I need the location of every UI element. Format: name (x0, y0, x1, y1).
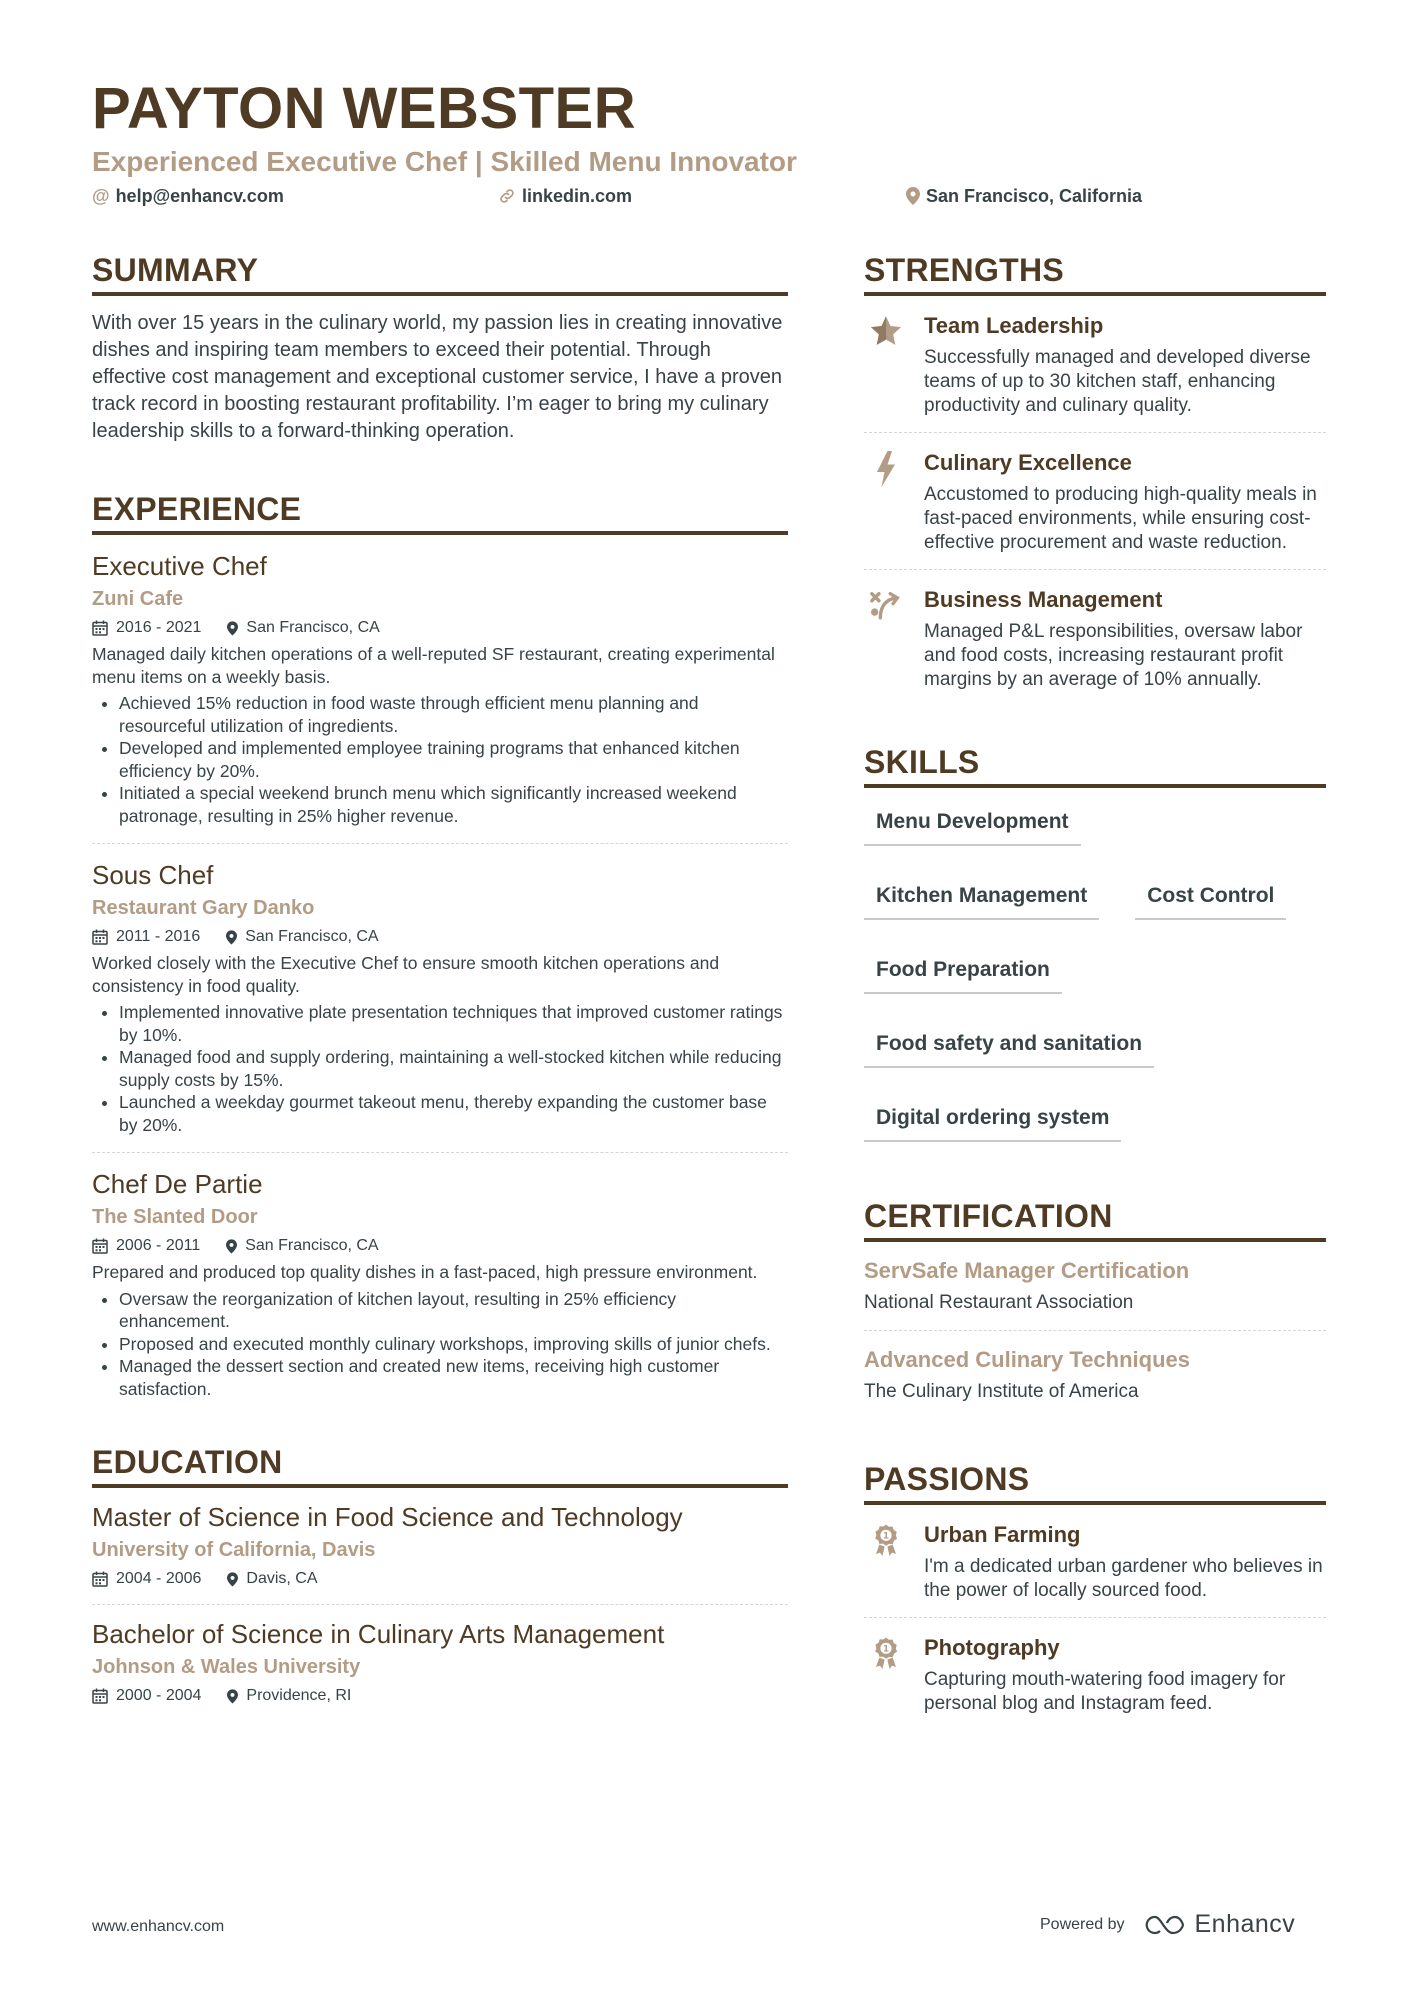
achievement-item: • Proposed and executed monthly culinary workshops, improving skills of junior chefs. (119, 1333, 788, 1356)
location-pin-icon (227, 1689, 238, 1704)
certification-name: ServSafe Manager Certification (864, 1258, 1190, 1283)
job-title: Executive Chef (92, 551, 267, 581)
strength-description: Managed P&L responsibilities, oversaw labor and food costs, increasing restaurant profit margins by an average of 10% annually. (924, 621, 1303, 690)
calendar-icon (92, 929, 108, 945)
footer-website[interactable]: www.enhancv.com (92, 1918, 225, 1935)
svg-text:1: 1 (882, 1644, 890, 1655)
strength-body (924, 586, 1326, 692)
passion-description: Capturing mouth-watering food imagery for personal blog and Instagram feed. (924, 1669, 1286, 1714)
strength-title: Culinary Excellence (924, 450, 1132, 475)
strengths-section (864, 250, 1326, 706)
education-section (92, 1442, 788, 1721)
job-location-text: San Francisco, CA (245, 928, 379, 945)
certification-item (864, 1242, 1326, 1331)
candidate-name: PAYTON WEBSTER (92, 76, 637, 141)
linkedin-text: linkedin.com (522, 186, 633, 206)
job-meta (92, 617, 788, 639)
job-achievements (92, 1001, 788, 1136)
job-location (227, 617, 379, 639)
passion-body (924, 1634, 1326, 1716)
location-text: San Francisco, California (926, 186, 1143, 206)
location-pin-icon (227, 1572, 238, 1587)
job-location-text: San Francisco, CA (246, 619, 380, 636)
passion-title: Urban Farming (924, 1522, 1081, 1547)
candidate-subtitle: Experienced Executive Chef | Skilled Menu Innovator (92, 146, 797, 177)
strength-body (924, 312, 1326, 418)
summary-section (92, 250, 788, 445)
certification-name: Advanced Culinary Techniques (864, 1347, 1191, 1372)
passion-title: Photography (924, 1635, 1060, 1660)
job-location-text: San Francisco, CA (245, 1237, 379, 1254)
education-dates-text: 2000 - 2004 (116, 1687, 202, 1704)
strength-title: Team Leadership (924, 313, 1104, 338)
job-achievements (92, 692, 788, 827)
job-location (226, 1235, 378, 1257)
strength-title: Business Management (924, 587, 1163, 612)
experience-entry (92, 535, 788, 844)
certification-issuer: The Culinary Institute of America (864, 1381, 1139, 1402)
education-location (227, 1685, 351, 1707)
education-meta (92, 1568, 788, 1590)
passions-title: PASSIONS (864, 1459, 1326, 1505)
certification-item (864, 1331, 1326, 1419)
strength-description: Accustomed to producing high-quality meals in fast-paced environments, while ensuring cost-effective procurement and waste reduction. (924, 484, 1317, 553)
education-title: EDUCATION (92, 1442, 788, 1488)
job-location (226, 926, 378, 948)
education-dates (92, 1568, 201, 1590)
right-column (864, 250, 1326, 1730)
education-entry (92, 1605, 788, 1721)
brand-name: Enhancv (1194, 1910, 1296, 1938)
lightning-icon (864, 449, 908, 555)
experience-section (92, 489, 788, 1416)
job-meta (92, 1235, 788, 1257)
achievement-item: • Achieved 15% reduction in food waste through efficient menu planning and resourceful utilization of ingredients. (119, 692, 788, 737)
degree-title: Master of Science in Food Science and Technology (92, 1502, 683, 1532)
job-achievements (92, 1288, 788, 1401)
calendar-icon (92, 1571, 108, 1587)
skill-tag: Food safety and sanitation (864, 1030, 1154, 1068)
award-medal-icon (864, 1521, 908, 1603)
achievement-item: • Launched a weekday gourmet takeout menu, thereby expanding the customer base by 20%. (119, 1091, 788, 1136)
strength-item (864, 296, 1326, 433)
certification-section (864, 1196, 1326, 1419)
skills-list (864, 788, 1326, 1148)
education-dates-text: 2004 - 2006 (116, 1570, 202, 1587)
calendar-icon (92, 1238, 108, 1254)
award-medal-icon (864, 1634, 908, 1716)
svg-text:1: 1 (882, 1531, 890, 1542)
education-dates (92, 1685, 201, 1707)
job-meta (92, 926, 788, 948)
job-dates-text: 2006 - 2011 (116, 1237, 201, 1254)
contact-location (906, 184, 1142, 208)
employer-name: Restaurant Gary Danko (92, 897, 315, 919)
contact-linkedin[interactable] (498, 184, 632, 208)
calendar-icon (92, 620, 108, 636)
degree-title: Bachelor of Science in Culinary Arts Management (92, 1619, 665, 1649)
job-title: Sous Chef (92, 860, 214, 890)
job-dates (92, 617, 201, 639)
education-meta (92, 1685, 788, 1707)
strength-description: Successfully managed and developed diverse teams of up to 30 kitchen staff, enhancing productivity and culinary quality. (924, 347, 1311, 416)
enhancv-logo-icon (1141, 1913, 1187, 1937)
location-pin-icon (226, 1239, 237, 1254)
job-description: Managed daily kitchen operations of a well-reputed SF restaurant, creating experimental menu items on a weekly basis. (92, 644, 775, 687)
summary-text: With over 15 years in the culinary world, my passion lies in creating innovative dishes and inspiring team members to exceed their potential. Through effective cost management and exceptional customer service, I have a proven track record in boosting restaurant profitability. I’m eager to bring my culinary leadership skills to a forward-thinking operation. (92, 312, 783, 442)
passion-body (924, 1521, 1326, 1603)
at-icon: @ (92, 186, 110, 206)
job-dates-text: 2011 - 2016 (116, 928, 201, 945)
skill-tag: Food Preparation (864, 956, 1062, 994)
job-description: Prepared and produced top quality dishes in a fast-paced, high pressure environment. (92, 1262, 758, 1282)
skill-tag: Cost Control (1135, 882, 1286, 920)
passions-section (864, 1459, 1326, 1730)
school-name: University of California, Davis (92, 1539, 376, 1561)
job-description: Worked closely with the Executive Chef to ensure smooth kitchen operations and consistency in food quality. (92, 953, 720, 996)
passion-description: I'm a dedicated urban gardener who believes in the power of locally sourced food. (924, 1556, 1323, 1601)
job-dates (92, 1235, 200, 1257)
experience-entry (92, 844, 788, 1153)
job-dates-text: 2016 - 2021 (116, 619, 202, 636)
achievement-item: • Implemented innovative plate presentation techniques that improved customer ratings by 10%. (119, 1001, 788, 1046)
achievement-item: • Developed and implemented employee training programs that enhanced kitchen efficiency by 20%. (119, 737, 788, 782)
education-entry (92, 1488, 788, 1605)
job-title: Chef De Partie (92, 1169, 263, 1199)
powered-by-label: Powered by (1040, 1915, 1125, 1933)
brand-logo[interactable] (1141, 1910, 1296, 1939)
location-pin-icon (227, 621, 238, 636)
summary-title: SUMMARY (92, 250, 788, 296)
contact-email[interactable] (92, 184, 284, 208)
link-icon (498, 187, 516, 205)
passion-item (864, 1618, 1326, 1730)
achievement-item: • Managed food and supply ordering, maintaining a well-stocked kitchen while reducing supply costs by 15%. (119, 1046, 788, 1091)
strengths-title: STRENGTHS (864, 250, 1326, 296)
experience-entry (92, 1153, 788, 1416)
employer-name: Zuni Cafe (92, 588, 184, 610)
left-column (92, 250, 788, 1721)
skill-tag: Kitchen Management (864, 882, 1099, 920)
skill-tag: Menu Development (864, 808, 1081, 846)
email-text: help@enhancv.com (115, 186, 284, 206)
star-icon (864, 312, 908, 418)
achievement-item: • Managed the dessert section and created new items, receiving high customer satisfaction. (119, 1355, 788, 1400)
achievement-item: • Initiated a special weekend brunch menu which significantly increased weekend patronage, resulting in 25% higher revenue. (119, 782, 788, 827)
achievement-item: • Oversaw the reorganization of kitchen layout, resulting in 25% efficiency enhancement. (119, 1288, 788, 1333)
experience-title: EXPERIENCE (92, 489, 788, 535)
footer-branding (1040, 1910, 1295, 1939)
strength-item (864, 570, 1326, 706)
skill-tag: Digital ordering system (864, 1104, 1121, 1142)
location-pin-icon (906, 187, 920, 205)
passion-item (864, 1505, 1326, 1618)
job-dates (92, 926, 200, 948)
employer-name: The Slanted Door (92, 1206, 258, 1228)
location-pin-icon (226, 930, 237, 945)
skills-title: SKILLS (864, 742, 1326, 788)
certification-title: CERTIFICATION (864, 1196, 1326, 1242)
certification-issuer: National Restaurant Association (864, 1292, 1134, 1313)
education-location-text: Providence, RI (246, 1687, 352, 1704)
education-location-text: Davis, CA (246, 1570, 318, 1587)
strength-body (924, 449, 1326, 555)
calendar-icon (92, 1688, 108, 1704)
school-name: Johnson & Wales University (92, 1656, 361, 1678)
skills-section (864, 742, 1326, 1148)
strategy-arrow-icon (864, 586, 908, 692)
education-location (227, 1568, 317, 1590)
strength-item (864, 433, 1326, 570)
